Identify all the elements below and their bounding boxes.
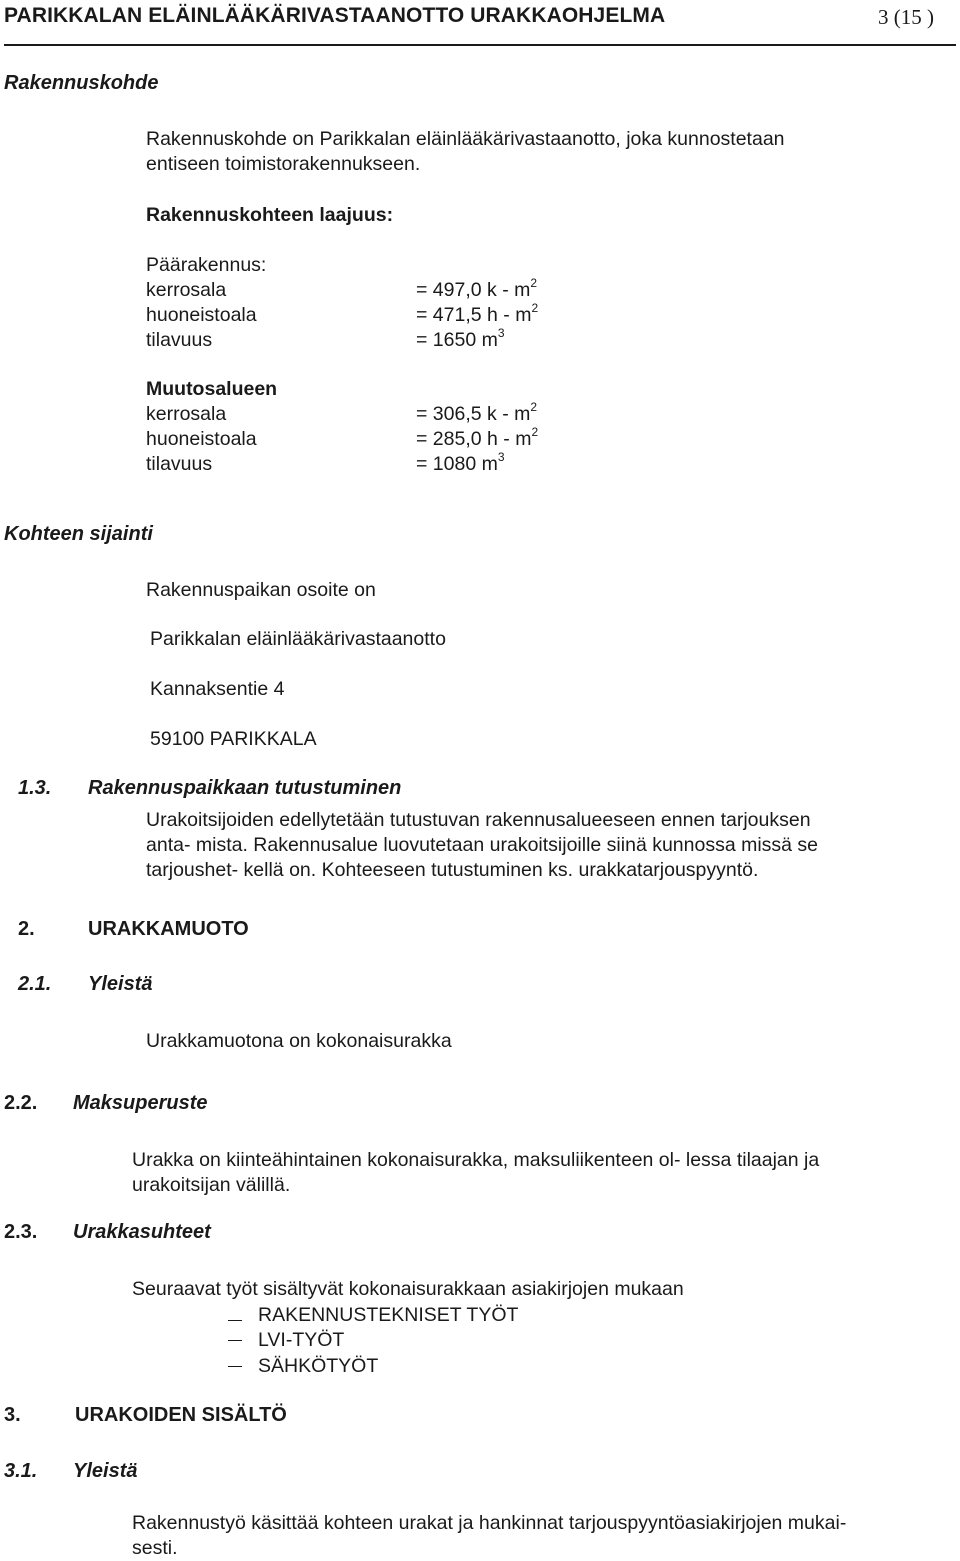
row-key: kerrosala bbox=[146, 279, 227, 301]
row-key: huoneistoala bbox=[146, 304, 257, 326]
section-heading-sijainti: Kohteen sijainti bbox=[4, 523, 153, 545]
s1-3-line1: Urakoitsijoiden edellytetään tutustuvan rakennusalueeseen ennen tarjouksen bbox=[146, 809, 811, 831]
row-value: = 1080 $m^3$ bbox=[416, 449, 505, 475]
laajuus-heading: Rakennuskohteen laajuus: bbox=[146, 204, 394, 226]
section-heading-3: 3. URAKOIDEN SISÄLTÖ bbox=[4, 1404, 287, 1426]
work-item: LVI-TYÖT bbox=[228, 1328, 344, 1353]
row-value: = 471,5 h - $m^2$ bbox=[416, 300, 539, 326]
s2-2-line1: Urakka on kiinteähintainen kokonaisurakka, maksuliikenteen ol- lessa tilaajan ja bbox=[132, 1149, 820, 1171]
work-item: RAKENNUSTEKNISET TYÖT bbox=[228, 1302, 518, 1328]
rakennuskohde-desc-line2: entiseen toimistorakennukseen. bbox=[146, 153, 421, 175]
address-postal: 59100 PARIKKALA bbox=[150, 728, 317, 750]
bullet-dash-icon bbox=[228, 1340, 242, 1341]
row-value: = 1650 $m^3$ bbox=[416, 325, 505, 351]
bullet-dash-icon bbox=[228, 1366, 242, 1367]
sijainti-intro: Rakennuspaikan osoite on bbox=[146, 579, 376, 601]
section-heading-2-1: 2.1. Yleistä bbox=[18, 973, 153, 995]
row-key: kerrosala bbox=[146, 403, 227, 425]
page-number: 3 (15 ) bbox=[878, 5, 934, 29]
s3-1-line2: sesti. bbox=[132, 1537, 178, 1559]
row-key: huoneistoala bbox=[146, 428, 257, 450]
paarakennus-label: Päärakennus: bbox=[146, 254, 267, 276]
section-heading-2-2: 2.2. Maksuperuste bbox=[4, 1092, 208, 1114]
section-heading-2: 2. URAKKAMUOTO bbox=[18, 918, 249, 940]
s2-3-intro: Seuraavat työt sisältyvät kokonaisurakkaan asiakirjojen mukaan bbox=[132, 1278, 684, 1300]
row-key: tilavuus bbox=[146, 329, 213, 351]
work-item: SÄHKÖTYÖT bbox=[228, 1354, 378, 1379]
s2-2-line2: urakoitsijan välillä. bbox=[132, 1174, 291, 1196]
address-street: Kannaksentie 4 bbox=[150, 678, 285, 700]
s3-1-line1: Rakennustyö käsittää kohteen urakat ja hankinnat tarjouspyyntöasiakirjojen mukai- bbox=[132, 1512, 847, 1534]
section-heading-3-1: 3.1. Yleistä bbox=[4, 1460, 138, 1482]
row-value: = 285,0 h - $m^2$ bbox=[416, 424, 539, 450]
row-value: = 306,5 k - $m^2$ bbox=[416, 399, 538, 425]
header-rule bbox=[4, 44, 956, 46]
row-key: tilavuus bbox=[146, 453, 213, 475]
muutosalue-label: Muutosalueen bbox=[146, 378, 278, 400]
section-heading-1-3: 1.3. Rakennuspaikkaan tutustuminen bbox=[18, 777, 402, 799]
address-name: Parikkalan eläinlääkärivastaanotto bbox=[150, 628, 446, 650]
rakennuskohde-desc-line1: Rakennuskohde on Parikkalan eläinlääkärivastaanotto, joka kunnostetaan bbox=[146, 128, 785, 150]
s2-1-text: Urakkamuotona on kokonaisurakka bbox=[146, 1030, 452, 1052]
section-heading-2-3: 2.3. Urakkasuhteet bbox=[4, 1221, 211, 1243]
bullet-dash-icon bbox=[228, 1302, 242, 1321]
document-title: PARIKKALAN ELÄINLÄÄKÄRIVASTAANOTTO URAKKAOHJELMA bbox=[4, 4, 666, 27]
s1-3-line3: tarjoushet- kellä on. Kohteeseen tutustuminen ks. urakkatarjouspyyntö. bbox=[146, 859, 759, 881]
s1-3-line2: anta- mista. Rakennusalue luovutetaan urakoitsijoille siinä kunnossa missä se bbox=[146, 834, 819, 856]
section-heading-rakennuskohde: Rakennuskohde bbox=[4, 72, 159, 94]
row-value: = 497,0 k - $m^2$ bbox=[416, 275, 538, 301]
